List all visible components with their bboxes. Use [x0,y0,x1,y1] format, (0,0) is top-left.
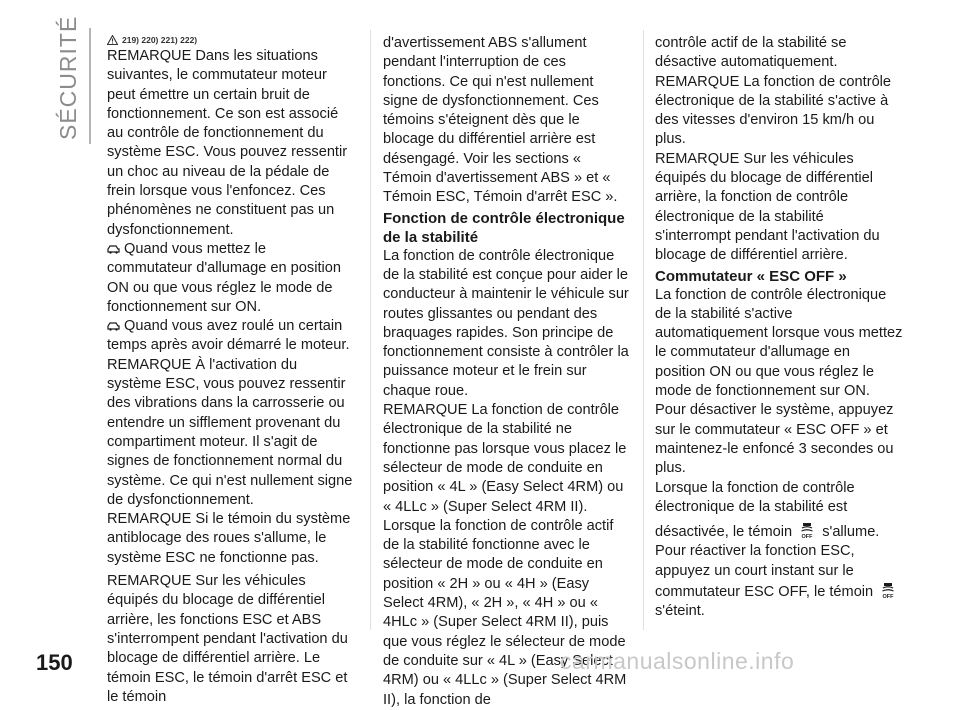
watermark: carmanualsonline.info [560,648,795,674]
reference-numbers: 219) 220) 221) 222) [122,35,198,45]
warning-icon [107,35,118,45]
paragraph: REMARQUE Dans les situations suivantes, le commutateur moteur peut émettre un certain bruit de fonctionnement. Ce son est associé au contrôle de fonctionnement du système ESC. Vous pouvez ressentir un choc au niveau de la pédale de frein lorsque vous l'enfoncez. Ces phénomènes ne constituent pas un dysfonctionnement. [107,48,348,238]
paragraph: REMARQUE La fonction de contrôle électronique de la stabilité ne fonctionne pas lorsque vous placez le sélecteur de mode de conduite en position « 4L » (Easy Select 4RM) ou « 4LLc » (Super Select 4RM II). Lorsque la fonction de contrôle actif de la stabilité fonctionne avec le sélecteur de mode de conduite en position « 2H » ou « 4H » (Easy Select 4RM), « 2H », « 4H » ou « 4HLc » (Super Select 4RM II), puis que vous réglez le sélecteur de mode de conduite sur « 4L » (Easy Select 4RM) ou « 4LLc » (Super Select 4RM II), la fonction de [383,402,627,708]
esc-off-icon-label: OFF [882,594,894,600]
section-title: SÉCURITÉ [55,15,81,140]
paragraph [655,521,903,621]
paragraph-text: s'éteint. [655,603,705,620]
column-2 [383,34,631,710]
paragraph: La fonction de contrôle électronique de la stabilité est conçue pour aider le conducteur à maintenir le véhicule sur routes glissantes ou pendant des braquages rapides. Son principe de fonctionnement consiste à contrôler la puissance moteur et le frein sur chaque roue. [383,247,629,399]
paragraph: REMARQUE Sur les véhicules équipés du blocage de différentiel arrière, la fonction de contrôle électronique de la stabilité s'interrompt pendant l'activation du blocage de différentiel arrière. [655,150,880,264]
column-divider [370,30,371,630]
section-heading: Commutateur « ESC OFF » [655,267,847,285]
paragraph: REMARQUE Sur les véhicules équipés du blocage de différentiel arrière, les fonctions ESC et ABS s'interrompent pendant l'activation du blocage de différentiel arrière. Le témoin ESC, le témoin d'arrêt ESC et le témoin [107,573,348,705]
paragraph: d'avertissement ABS s'allument pendant l'interruption de ces fonctions. Ce qui n'est nullement signe de dysfonctionnement. Ces témoins s'éteignent dès que le blocage du différentiel arrière est désengagé. Voir les sections « Témoin d'avertissement ABS » et « Témoin ESC, Témoin d'arrêt ESC ». [383,35,618,206]
paragraph: La fonction de contrôle électronique de la stabilité s'active automatiquement lorsque vous mettez le commutateur d'allumage en position ON ou que vous réglez le mode de fonctionnement sur ON. Pour désactiver le système, appuyez sur le commutateur « ESC OFF » et maintenez-le enfoncé 3 secondes ou plus. [655,286,903,477]
section-heading: Fonction de contrôle électronique de la stabilité [383,209,625,246]
car-icon [107,321,120,331]
page-number: 150 [36,650,73,675]
column-3 [655,34,903,622]
paragraph: contrôle actif de la stabilité se désactive automatiquement. [655,35,847,71]
esc-off-icon-label: OFF [801,534,813,540]
section-rule [89,28,91,144]
paragraph: Lorsque la fonction de contrôle électronique de la stabilité est [655,479,855,515]
column-divider [643,30,644,630]
paragraph-text: s'allume. Pour réactiver la fonction ESC, appuyez un court instant sur le commutateur ESC OFF, le témoin [655,524,880,601]
paragraph: REMARQUE Si le témoin du système antiblocage des roues s'allume, le système ESC ne fonctionne pas. [107,511,351,566]
car-icon [107,244,120,254]
bullet-text: Quand vous mettez le commutateur d'allumage en position ON ou que vous réglez le mode de fonctionnement sur ON. [107,240,341,315]
bullet-item [107,240,355,317]
esc-off-warning-icon [798,521,816,539]
bullet-item [107,317,355,356]
bullet-text: Quand vous avez roulé un certain temps après avoir démarré le moteur. [107,318,350,354]
paragraph: REMARQUE À l'activation du système ESC, vous pouvez ressentir des vibrations dans la carrosserie ou entendre un sifflement provenant du compartiment moteur. Il s'agit de signes de fonctionnement normal du système. Ce qui n'est nullement signe de dysfonctionnement. [107,356,353,508]
column-1 [107,34,355,707]
paragraph-text: désactivée, le témoin [655,524,793,541]
paragraph: REMARQUE La fonction de contrôle électronique de la stabilité s'active à des vitesses d'environ 15 km/h ou plus. [655,73,892,148]
esc-off-warning-icon [879,581,897,599]
references [107,34,355,46]
